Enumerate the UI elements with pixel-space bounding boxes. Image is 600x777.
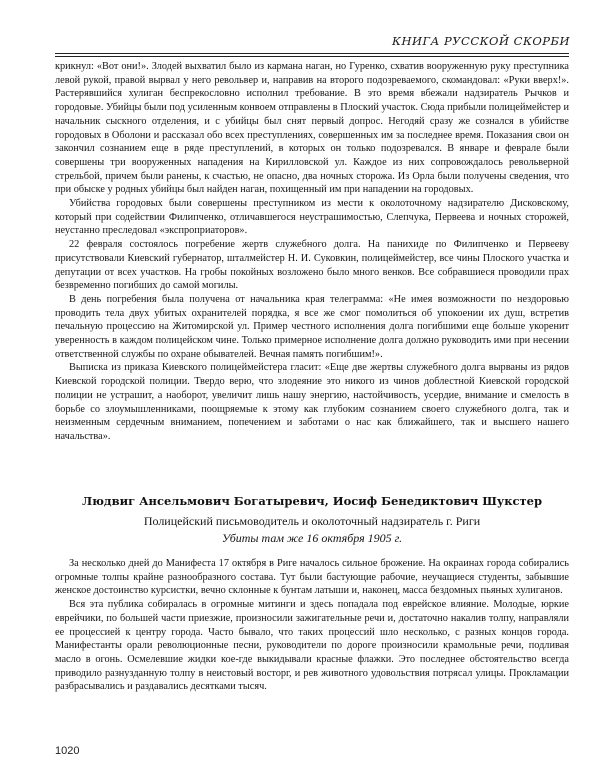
section-date-line: Убиты там же 16 октября 1905 г.	[221, 531, 403, 545]
paragraph: Вся эта публика собиралась в огромные митинги и здесь попадала под еврейское влияние. Молодые, юркие еврейчики, по большей части приезжие, произносили зажигательные речи и, достаточно накалив толпу, направляли ее процессией к центру города. Часто бывало, что таких процессий шло несколько, с разных концов города. Манифестанты орали революционные песни, руководители по дороге произносили крамольные речи, подливая масло в огонь. Осмелевшие жидки кое-где выкидывали красные флажки. Это последнее обстоятельство всегда приводило разнузданную толпу в неистовый восторг, и рев животного удовольствия потрясал улицы. Прокламации разбрасывались и раздавались десятками тысяч.	[55, 599, 569, 693]
header-rule-bottom	[55, 56, 569, 57]
paragraph: В день погребения была получена от начальника края телеграмма: «Не имея возможности по нездоровью проводить тела двух убитых охранителей порядка, я все же смог помолиться об упокоении их душ, встретив печальную процессию на Житомирской ул. Пример честного исполнения долга погибшими еще больше укоренит уверенность в каждом полицейском чине. Только примерное исполнение долга должно руководить ими при несении ответственной службы по охране обывателей. Вечная память погибшим!».	[55, 293, 569, 360]
paragraph: Убийства городовых были совершены преступником из мести к околоточному надзирателю Дисковскому, который при содействии Филипченко, отличавшегося неустрашимостью, Слепчука, Первеева и ночных сторожей, неустанно преследовал «экспроприаторов».	[55, 198, 569, 237]
header-rule-top	[55, 53, 569, 54]
section-heading: Людвиг Ансельмович Богатыревич, Иосиф Бенедиктович Шукстер	[81, 494, 543, 508]
section-subtitle: Полицейский письмоводитель и околоточный надзиратель г. Риги	[143, 514, 481, 528]
page-number: 1020	[55, 745, 80, 757]
article-continuation	[55, 60, 569, 444]
paragraph: Выписка из приказа Киевского полицеймейстера гласит: «Еще две жертвы служебного долга вырваны из рядов Киевской городской полиции. Твердо верю, что злодеяние это никого из чинов доблестной Киевской городской полиции не устрашит, а наоборот, увеличит лишь нашу энергию, настойчивость, усердие, внимание и смелость в борьбе со злоумышленниками, поощряемые к этому как глубоким сознанием своего служебного долга, так и неизменным сердечным вниманием, попечением и заботами о нас как ближайшего, так и высшего нашего начальства».	[55, 362, 569, 442]
paragraph: крикнул: «Вот они!». Злодей выхватил было из кармана наган, но Гуренко, схватив вооруженную руку преступника левой рукой, правой вырвал у него револьвер и, направив на второго подозреваемого, скомандовал: «Руки вверх!». Растерявшийся хулиган беспрекословно исполнил требование. В это время вбежали надзиратель Рычков и городовые. Убийцы были под усиленным конвоем отправлены в Плоский участок. Сюда прибыли полицеймейстер и начальник сыскного отделения, и с убийцы был снят первый допрос. Негодяй сразу же сознался в убийстве городовых в Оболони и рассказал обо всех преступлениях, совершенных им за последнее время. Показания свои он закончил сознанием еще в ряде преступлений, в которых он только подозревался. В январе и феврале были совершены три вооруженных нападения на Кирилловской ул. Каждое из них сопровождалось револьверной стрельбой, причем были ранены, к счастью, не опасно, два ночных сторожа. Из Орла были получены сведения, что при обыске у родных убийцы был найден наган, похищенный им при нападении на городовых.	[55, 61, 569, 196]
running-header-title: КНИГА РУССКОЙ СКОРБИ	[392, 34, 570, 48]
section-body	[55, 557, 569, 694]
paragraph: 22 февраля состоялось погребение жертв служебного долга. На панихиде по Филипченко и Первееву присутствовали Киевский губернатор, шталмейстер Н. И. Суковкин, полицеймейстер, все чины Плоского участка и депутации от всех участков. На гробы покойных возложено было много венков. Все собравшиеся проводили прах безвременно погибших до самой могилы.	[55, 239, 569, 292]
paragraph: За несколько дней до Манифеста 17 октября в Риге началось сильное брожение. На окраинах города собирались огромные толпы крайне разнообразного состава. Тут были бастующие рабочие, неучащиеся студенты, забывшие женское достоинство курсистки, вечно склонные к бунтам латыши и, наконец, масса бездомных пьяных хулиганов.	[55, 558, 569, 597]
